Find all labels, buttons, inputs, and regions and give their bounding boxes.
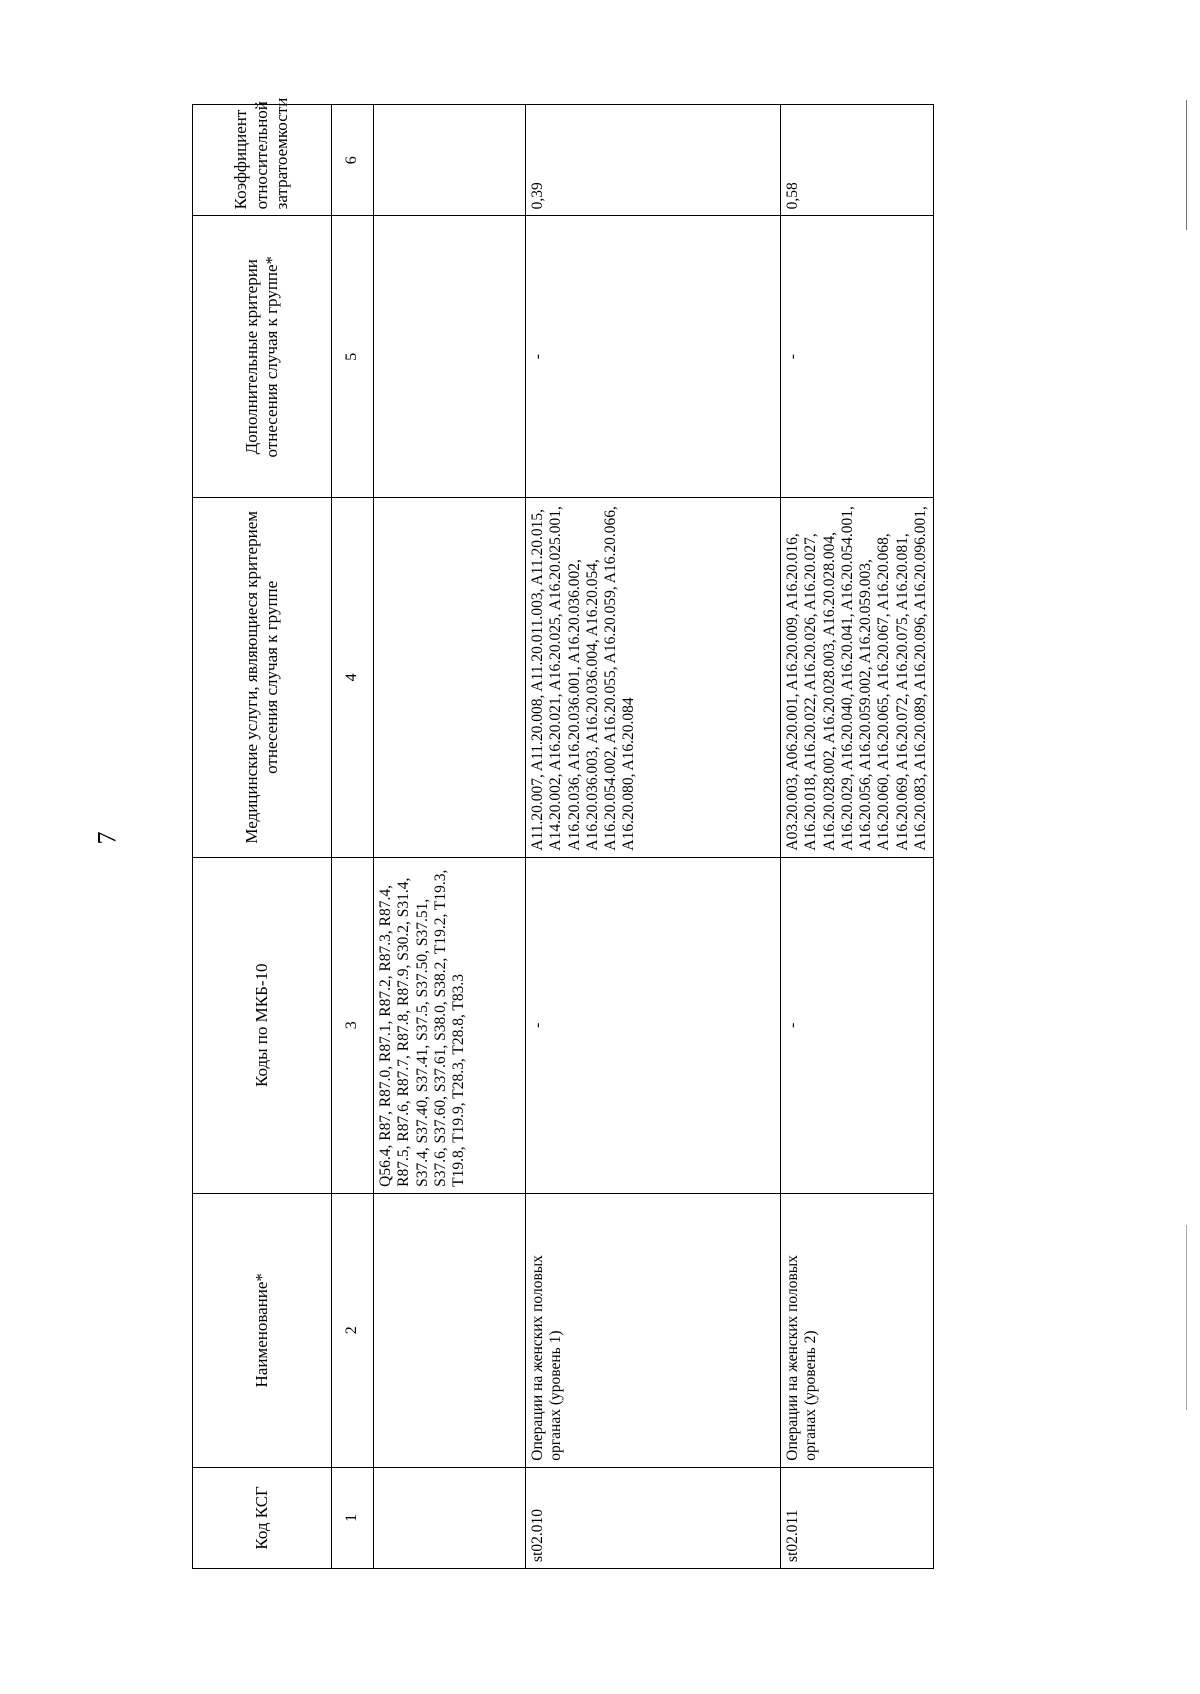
table-row bbox=[781, 105, 934, 1569]
table-row bbox=[374, 105, 526, 1569]
cell-mkb: - bbox=[526, 857, 781, 1193]
scan-edge-line bbox=[1186, 1225, 1187, 1410]
cell-code: st02.011 bbox=[781, 1467, 934, 1568]
header-name: Наименование* bbox=[193, 1193, 332, 1467]
cell-services bbox=[374, 498, 526, 858]
cell-name: Операции на женских половых органах (уровень 1) bbox=[526, 1193, 781, 1467]
cell-coefficient: 0,58 bbox=[781, 105, 934, 216]
scan-edge-line bbox=[1186, 100, 1187, 230]
cell-services: A03.20.003, A06.20.001, A16.20.009, A16.20.016, A16.20.018, A16.20.022, A16.20.026, A16.20.027, A16.20.028.002, A16.20.028.003, A16.20.028.004, A16.20.029, A16.20.040, A16.20.041, A16.20.054.001, A16.20.056, A16.20.059.002, A16.20.059.003, A16.20.060, A16.20.065, A16.20.067, A16.20.068, A16.20.069, A16.20.072, A16.20.075, A16.20.081, A16.20.083, A16.20.089, A16.20.096, A16.20.096.001, bbox=[781, 498, 934, 858]
cell-coefficient bbox=[374, 105, 526, 216]
column-number: 5 bbox=[332, 216, 374, 498]
page-number: 7 bbox=[92, 831, 122, 845]
cell-code: st02.010 bbox=[526, 1467, 781, 1568]
header-services: Медицинские услуги, являющиеся критерием отнесения случая к группе bbox=[193, 498, 332, 858]
column-number: 3 bbox=[332, 857, 374, 1193]
header-mkb-codes: Коды по МКБ-10 bbox=[193, 857, 332, 1193]
column-number: 2 bbox=[332, 1193, 374, 1467]
column-number: 6 bbox=[332, 105, 374, 216]
table-row bbox=[526, 105, 781, 1569]
column-number-row bbox=[332, 105, 374, 1569]
cell-criteria: - bbox=[526, 216, 781, 498]
header-ksg-code: Код КСГ bbox=[193, 1467, 332, 1568]
cell-criteria: - bbox=[781, 216, 934, 498]
cell-name: Операции на женских половых органах (уровень 2) bbox=[781, 1193, 934, 1467]
cell-mkb: - bbox=[781, 857, 934, 1193]
cell-code bbox=[374, 1467, 526, 1568]
column-number: 1 bbox=[332, 1467, 374, 1568]
cell-coefficient: 0,39 bbox=[526, 105, 781, 216]
ksg-table bbox=[192, 97, 934, 1569]
header-extra-criteria: Дополнительные критерии отнесения случая к группе* bbox=[193, 216, 332, 498]
cell-name bbox=[374, 1193, 526, 1467]
cell-services: A11.20.007, A11.20.008, A11.20.011.003, A11.20.015, A14.20.002, A16.20.021, A16.20.025, A16.20.025.001, A16.20.036, A16.20.036.001, A16.20.036.002, A16.20.036.003, A16.20.036.004, A16.20.054, A16.20.054.002, A16.20.055, A16.20.059, A16.20.066, A16.20.080, A16.20.084 bbox=[526, 498, 781, 858]
column-number: 4 bbox=[332, 498, 374, 858]
rotated-table-container bbox=[192, 97, 1072, 1569]
header-coefficient: Коэффициент относительной затратоемкости bbox=[193, 105, 332, 216]
cell-criteria bbox=[374, 216, 526, 498]
table-header-row bbox=[193, 105, 332, 1569]
cell-mkb: Q56.4, R87, R87.0, R87.1, R87.2, R87.3, R87.4, R87.5, R87.6, R87.7, R87.8, R87.9, S30.2, S31.4, S37.4, S37.40, S37.41, S37.5, S37.50, S37.51, S37.6, S37.60, S37.61, S38.0, S38.2, T19.2, T19.3, T19.8, T19.9, T28.3, T28.8, T83.3 bbox=[374, 857, 526, 1193]
